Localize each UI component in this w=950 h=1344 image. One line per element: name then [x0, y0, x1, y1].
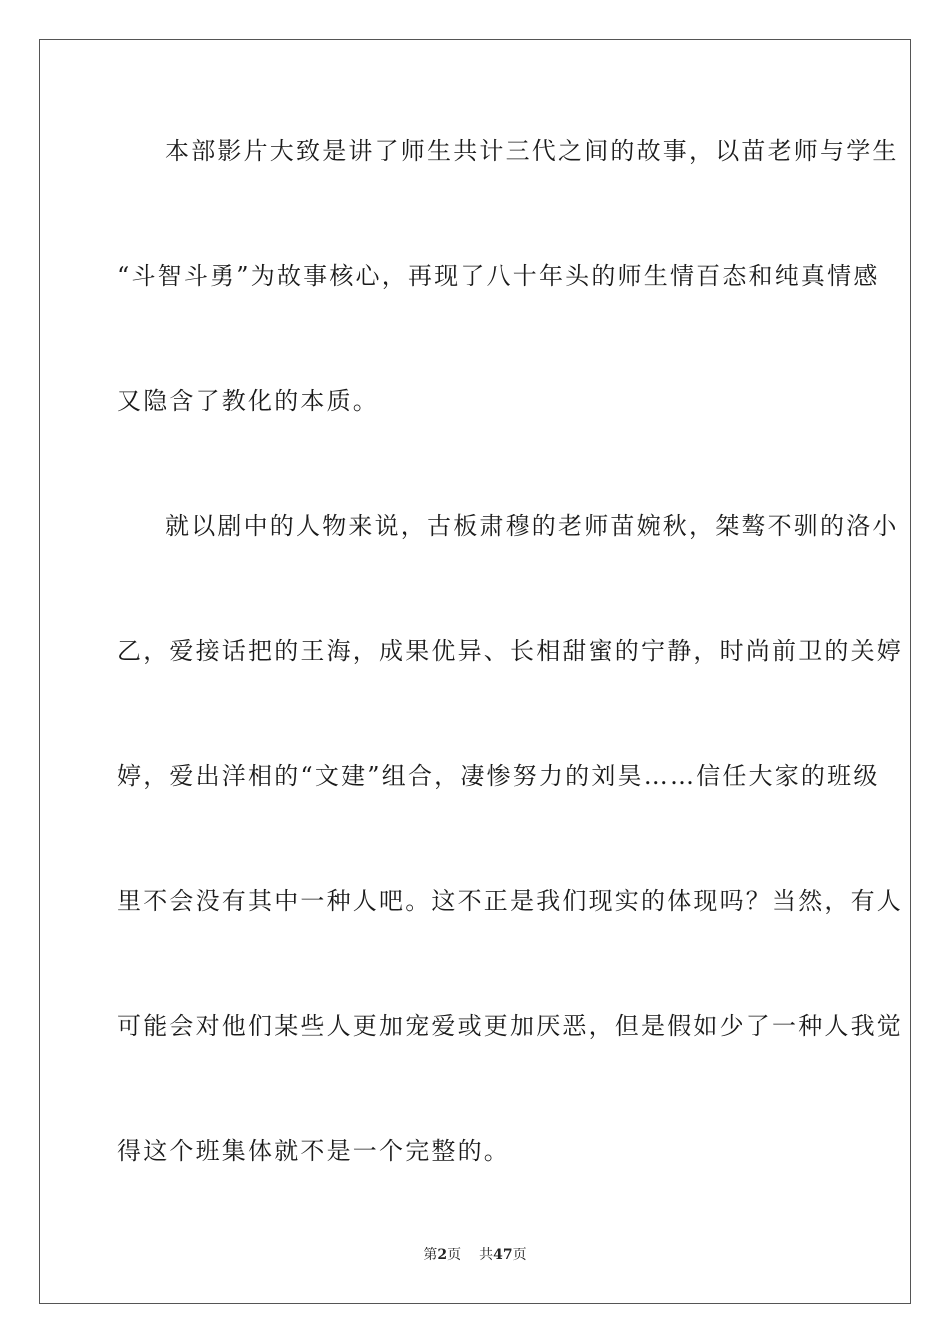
total-pages: 47: [493, 1247, 513, 1263]
paragraph-1-line-2: “斗智斗勇”为故事核心，再现了八十年头的师生情百态和纯真情感: [117, 262, 880, 290]
paragraph-2-line-6: 得这个班集体就不是一个完整的。: [117, 1137, 510, 1165]
page-suffix: 页: [447, 1247, 462, 1263]
paragraph-2-line-1: 就以剧中的人物来说，古板肃穆的老师苗婉秋，桀骜不驯的洛小: [165, 512, 899, 540]
paragraph-2-line-3: 婷，爱出洋相的“文建”组合，凄惨努力的刘昊……信任大家的班级: [117, 762, 880, 790]
paragraph-2-line-2: 乙，爱接话把的王海，成果优异、长相甜蜜的宁静，时尚前卫的关婷: [117, 637, 903, 665]
paragraph-1-line-1: 本部影片大致是讲了师生共计三代之间的故事，以苗老师与学生: [165, 137, 899, 165]
page-prefix: 第: [423, 1247, 438, 1263]
total-prefix: 共: [479, 1247, 494, 1263]
page-footer: [0, 1246, 950, 1264]
paragraph-2-line-4: 里不会没有其中一种人吧。这不正是我们现实的体现吗？当然，有人: [117, 887, 903, 915]
page-border: [39, 39, 911, 1304]
page-number: 2: [437, 1247, 448, 1263]
total-suffix: 页: [512, 1247, 527, 1263]
paragraph-2-line-5: 可能会对他们某些人更加宠爱或更加厌恶，但是假如少了一种人我觉: [117, 1012, 903, 1040]
paragraph-1-line-3: 又隐含了教化的本质。: [117, 387, 379, 415]
